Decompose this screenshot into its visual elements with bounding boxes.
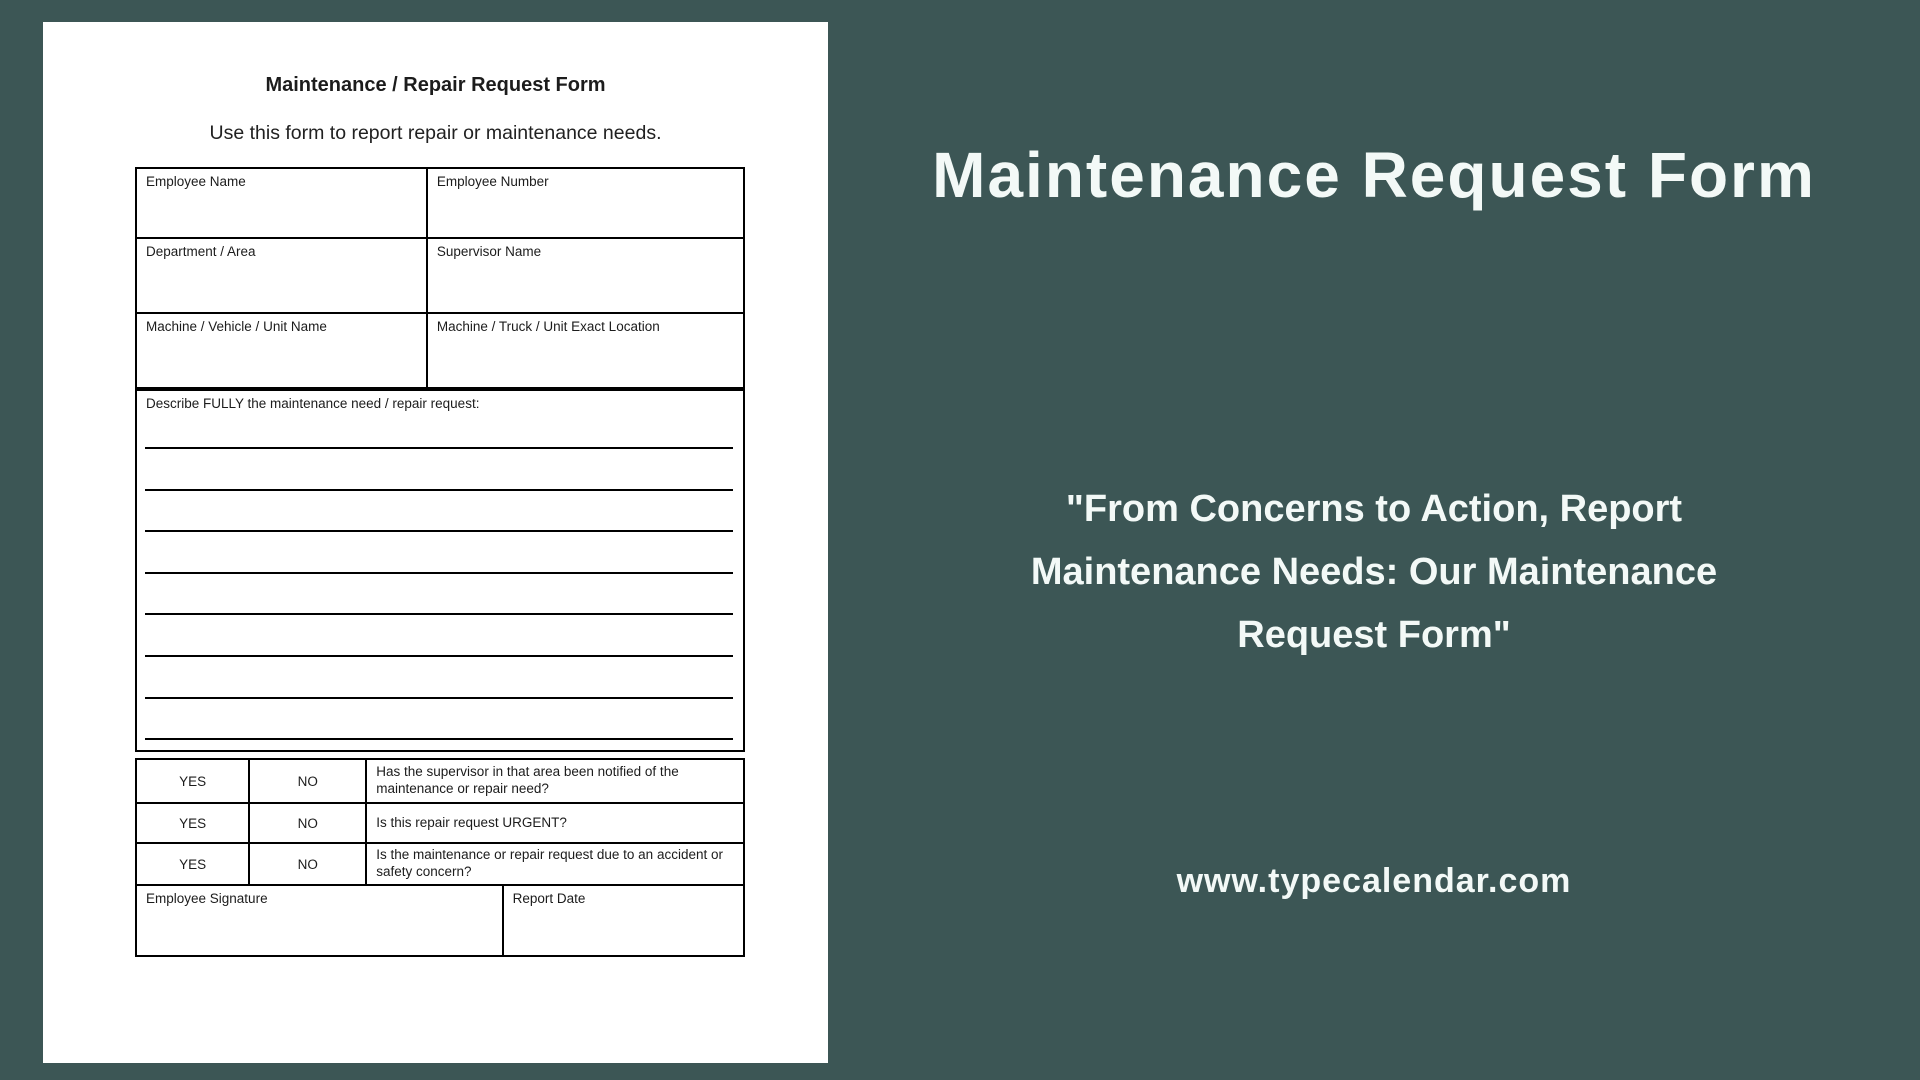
promo-quote-line: Maintenance Needs: Our Maintenance	[1030, 551, 1718, 593]
question-text: Has the supervisor in that area been notified of the maintenance or repair need?	[376, 764, 679, 796]
field-department-area	[137, 239, 428, 312]
no-option: NO	[250, 760, 367, 802]
describe-label: Describe FULLY the maintenance need / repair request:	[146, 396, 480, 411]
table-row	[137, 169, 743, 239]
yes-option: YES	[137, 804, 250, 842]
field-label: Report Date	[512, 891, 586, 906]
question-text: Is the maintenance or repair request due to an accident or safety concern?	[376, 847, 723, 879]
writing-line	[145, 447, 733, 449]
field-machine-unit-name	[137, 314, 428, 387]
yes-option: YES	[137, 844, 250, 884]
promo-panel	[828, 0, 1920, 1080]
form-title: Maintenance / Repair Request Form	[265, 74, 606, 96]
question-row	[137, 804, 743, 844]
promo-title: Maintenance Request Form	[932, 139, 1816, 211]
field-employee-signature	[137, 886, 504, 955]
form-preview-page	[43, 22, 828, 1063]
writing-line	[145, 738, 733, 740]
field-report-date	[504, 886, 743, 955]
form-subtitle: Use this form to report repair or maintenance needs.	[209, 122, 662, 144]
website-url: www.typecalendar.com	[1176, 862, 1572, 900]
describe-request-section	[135, 389, 745, 752]
field-label: Employee Number	[436, 174, 549, 189]
writing-line	[145, 613, 733, 615]
field-label: Employee Signature	[146, 891, 268, 906]
field-label: Department / Area	[146, 244, 256, 259]
field-label: Supervisor Name	[436, 244, 542, 259]
no-option: NO	[250, 804, 367, 842]
writing-line	[145, 572, 733, 574]
field-supervisor-name	[428, 239, 743, 312]
yes-option: YES	[137, 760, 250, 802]
field-employee-number	[428, 169, 743, 237]
table-row	[137, 239, 743, 314]
question-row	[137, 844, 743, 886]
field-label: Machine / Vehicle / Unit Name	[146, 319, 327, 334]
writing-line	[145, 655, 733, 657]
field-label: Machine / Truck / Unit Exact Location	[436, 319, 660, 334]
no-option: NO	[250, 844, 367, 884]
signature-row	[137, 886, 743, 955]
promo-quote	[828, 478, 1920, 667]
table-row	[137, 314, 743, 387]
question-text: Is this repair request URGENT?	[376, 814, 567, 830]
writing-line	[145, 489, 733, 491]
writing-line	[145, 697, 733, 699]
field-label: Employee Name	[146, 174, 246, 189]
form-header-table	[135, 167, 745, 389]
promo-quote-line: Request Form"	[1237, 614, 1511, 656]
writing-line	[145, 530, 733, 532]
questions-signature-table	[135, 758, 745, 957]
field-employee-name	[137, 169, 428, 237]
question-row	[137, 760, 743, 804]
field-unit-exact-location	[428, 314, 743, 387]
promo-quote-line: "From Concerns to Action, Report	[1065, 488, 1683, 530]
